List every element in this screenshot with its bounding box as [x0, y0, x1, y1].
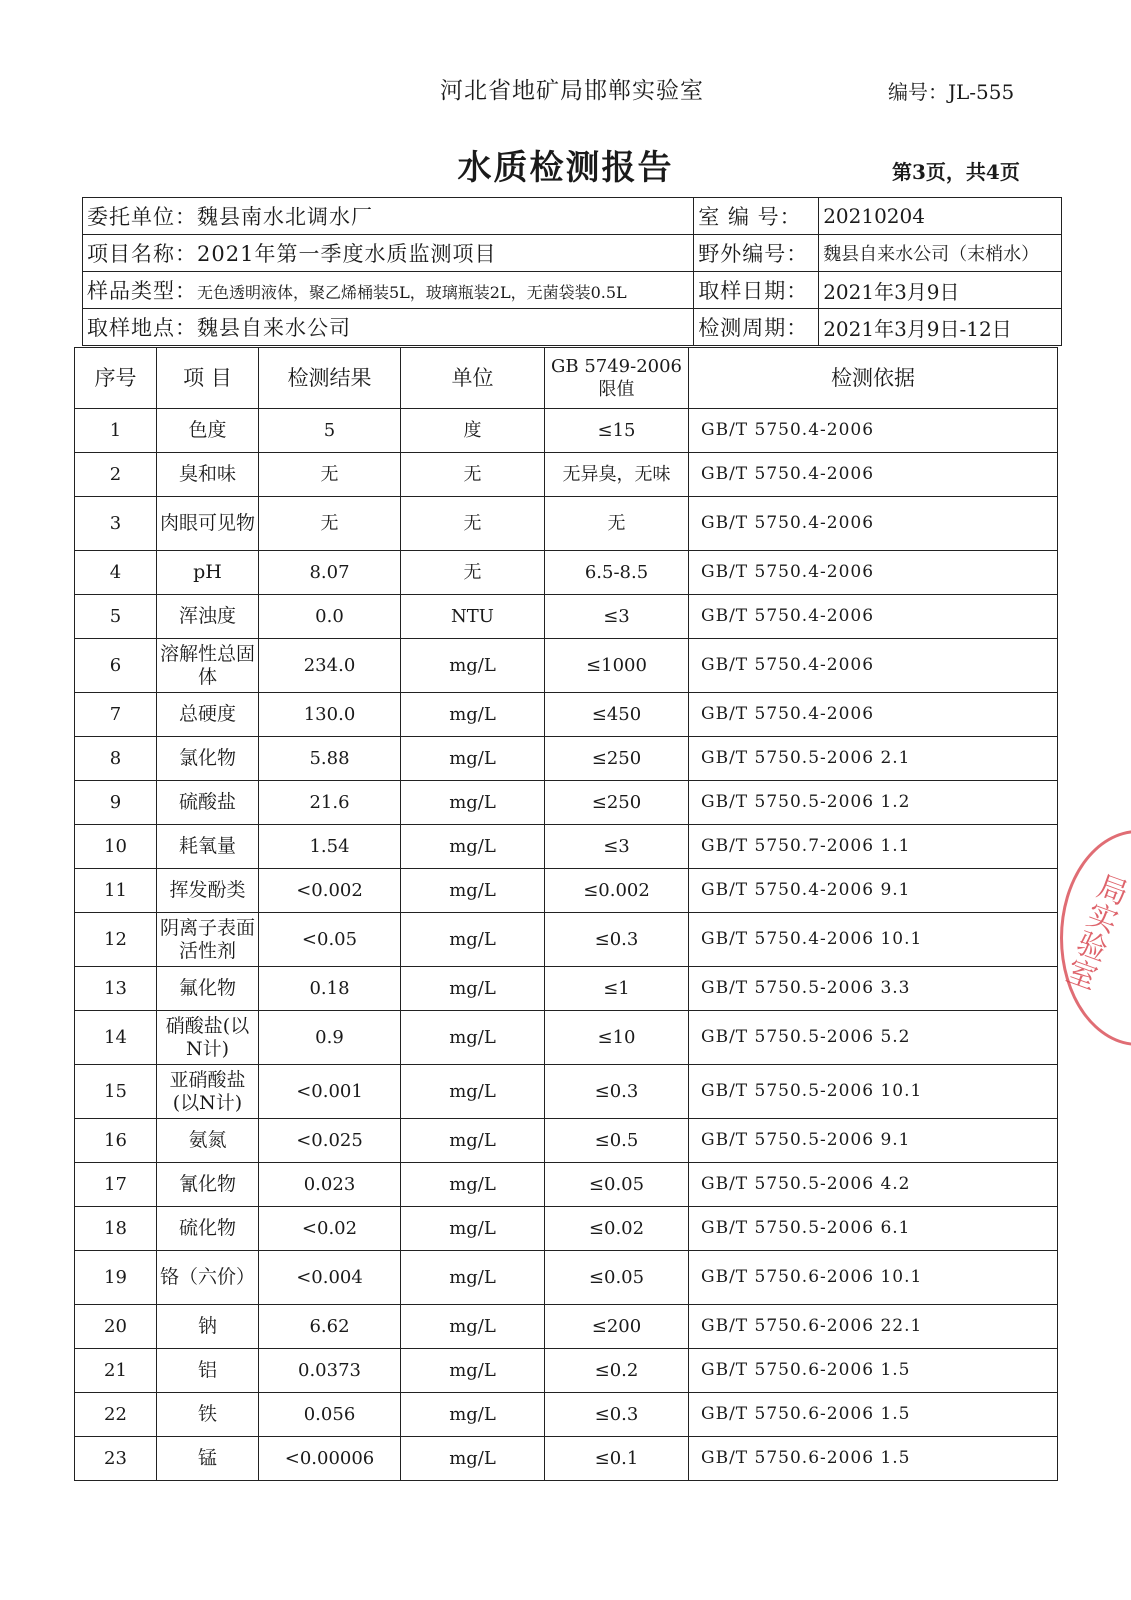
info-table [82, 197, 1062, 346]
table-row [75, 1251, 1058, 1305]
row-item: 浑浊度 [157, 595, 259, 639]
table-row [75, 825, 1058, 869]
table-row [75, 1437, 1058, 1481]
row-number: 22 [75, 1393, 157, 1437]
row-result: 21.6 [259, 781, 401, 825]
row-result: <0.025 [259, 1119, 401, 1163]
sample-type-value: 无色透明液体，聚乙烯桶装5L，玻璃瓶装2L，无菌袋装0.5L [197, 283, 627, 302]
row-limit: ≤0.05 [545, 1163, 689, 1207]
row-result: 5.88 [259, 737, 401, 781]
results-table [74, 347, 1058, 1481]
row-basis: GB/T 5750.5-2006 6.1 [689, 1207, 1058, 1251]
project-field: 项目名称：2021年第一季度水质监测项目 [83, 235, 694, 272]
row-basis: GB/T 5750.5-2006 2.1 [689, 737, 1058, 781]
row-item: 锰 [157, 1437, 259, 1481]
table-row [75, 1011, 1058, 1065]
row-item: 氰化物 [157, 1163, 259, 1207]
table-row [75, 1119, 1058, 1163]
header-limit [545, 348, 689, 409]
row-result: 234.0 [259, 639, 401, 693]
row-basis: GB/T 5750.7-2006 1.1 [689, 825, 1058, 869]
row-number: 9 [75, 781, 157, 825]
row-unit: mg/L [401, 825, 545, 869]
row-unit: mg/L [401, 737, 545, 781]
row-result: <0.004 [259, 1251, 401, 1305]
row-number: 18 [75, 1207, 157, 1251]
header-no: 序号 [75, 348, 157, 409]
row-unit: mg/L [401, 639, 545, 693]
info-row [83, 198, 1062, 235]
row-limit: ≤10 [545, 1011, 689, 1065]
row-item: 溶解性总固体 [157, 639, 259, 693]
table-row [75, 693, 1058, 737]
row-number: 12 [75, 913, 157, 967]
sample-date-value: 2021年3月9日 [819, 272, 1062, 309]
row-result: 8.07 [259, 551, 401, 595]
row-unit: 无 [401, 453, 545, 497]
row-basis: GB/T 5750.5-2006 9.1 [689, 1119, 1058, 1163]
row-limit: ≤250 [545, 781, 689, 825]
header-item: 项 目 [157, 348, 259, 409]
row-number: 4 [75, 551, 157, 595]
row-unit: mg/L [401, 967, 545, 1011]
row-item: 硝酸盐(以N计) [157, 1011, 259, 1065]
location-field: 取样地点：魏县自来水公司 [83, 309, 694, 346]
header-limit-label: 限值 [598, 379, 635, 400]
header-unit: 单位 [401, 348, 545, 409]
row-unit: 无 [401, 551, 545, 595]
row-item: pH [157, 551, 259, 595]
client-field: 委托单位：魏县南水北调水厂 [83, 198, 694, 235]
row-basis: GB/T 5750.5-2006 1.2 [689, 781, 1058, 825]
row-limit: 6.5-8.5 [545, 551, 689, 595]
header-limit-standard: GB 5749-2006 [550, 356, 683, 377]
row-item: 亚硝酸盐(以N计) [157, 1065, 259, 1119]
row-item: 臭和味 [157, 453, 259, 497]
row-result: 0.056 [259, 1393, 401, 1437]
row-result: <0.05 [259, 913, 401, 967]
row-item: 钠 [157, 1305, 259, 1349]
row-number: 5 [75, 595, 157, 639]
row-unit: mg/L [401, 781, 545, 825]
row-number: 15 [75, 1065, 157, 1119]
info-row [83, 272, 1062, 309]
row-limit: ≤0.3 [545, 1393, 689, 1437]
row-limit: ≤0.05 [545, 1251, 689, 1305]
row-unit: mg/L [401, 1207, 545, 1251]
table-row [75, 453, 1058, 497]
row-basis: GB/T 5750.5-2006 4.2 [689, 1163, 1058, 1207]
row-basis: GB/T 5750.4-2006 [689, 409, 1058, 453]
row-basis: GB/T 5750.6-2006 1.5 [689, 1393, 1058, 1437]
header-basis: 检测依据 [689, 348, 1058, 409]
official-seal-text: 局实验室 [1057, 867, 1131, 993]
row-limit: 无异臭，无味 [545, 453, 689, 497]
row-basis: GB/T 5750.5-2006 10.1 [689, 1065, 1058, 1119]
table-row [75, 551, 1058, 595]
row-unit: NTU [401, 595, 545, 639]
page-info: 第3页，共4页 [892, 160, 1020, 184]
row-unit: mg/L [401, 1065, 545, 1119]
lab-name: 河北省地矿局邯郸实验室 [440, 78, 704, 104]
row-number: 20 [75, 1305, 157, 1349]
table-row [75, 639, 1058, 693]
row-item: 硫化物 [157, 1207, 259, 1251]
table-row [75, 1065, 1058, 1119]
row-basis: GB/T 5750.6-2006 1.5 [689, 1349, 1058, 1393]
row-number: 17 [75, 1163, 157, 1207]
row-limit: ≤0.3 [545, 913, 689, 967]
row-limit: ≤0.02 [545, 1207, 689, 1251]
table-row [75, 1349, 1058, 1393]
sample-type-key: 样品类型： [87, 279, 197, 303]
field-no-value: 魏县自来水公司（末梢水） [819, 235, 1062, 272]
row-result: 130.0 [259, 693, 401, 737]
row-item: 肉眼可见物 [157, 497, 259, 551]
row-limit: ≤15 [545, 409, 689, 453]
row-limit: ≤0.3 [545, 1065, 689, 1119]
row-item: 总硬度 [157, 693, 259, 737]
row-basis: GB/T 5750.5-2006 5.2 [689, 1011, 1058, 1065]
table-row [75, 869, 1058, 913]
row-result: 0.18 [259, 967, 401, 1011]
test-period-value: 2021年3月9日-12日 [819, 309, 1062, 346]
row-unit: mg/L [401, 913, 545, 967]
row-basis: GB/T 5750.4-2006 10.1 [689, 913, 1058, 967]
row-result: 1.54 [259, 825, 401, 869]
row-unit: mg/L [401, 693, 545, 737]
row-item: 铝 [157, 1349, 259, 1393]
row-basis: GB/T 5750.4-2006 [689, 453, 1058, 497]
row-item: 色度 [157, 409, 259, 453]
row-item: 铬（六价） [157, 1251, 259, 1305]
table-header-row [75, 348, 1058, 409]
row-limit: ≤200 [545, 1305, 689, 1349]
row-number: 19 [75, 1251, 157, 1305]
row-result: <0.00006 [259, 1437, 401, 1481]
row-limit: ≤3 [545, 825, 689, 869]
row-unit: mg/L [401, 1305, 545, 1349]
table-row [75, 1207, 1058, 1251]
row-number: 11 [75, 869, 157, 913]
row-limit: ≤1000 [545, 639, 689, 693]
row-number: 8 [75, 737, 157, 781]
row-basis: GB/T 5750.6-2006 1.5 [689, 1437, 1058, 1481]
table-row [75, 967, 1058, 1011]
header-result: 检测结果 [259, 348, 401, 409]
row-basis: GB/T 5750.4-2006 9.1 [689, 869, 1058, 913]
row-item: 阴离子表面活性剂 [157, 913, 259, 967]
room-no-label: 室 编 号： [694, 198, 819, 235]
row-result: <0.001 [259, 1065, 401, 1119]
info-row [83, 309, 1062, 346]
row-basis: GB/T 5750.6-2006 10.1 [689, 1251, 1058, 1305]
row-unit: mg/L [401, 1393, 545, 1437]
row-item: 硫酸盐 [157, 781, 259, 825]
sample-date-label: 取样日期： [694, 272, 819, 309]
row-number: 21 [75, 1349, 157, 1393]
table-row [75, 595, 1058, 639]
row-item: 铁 [157, 1393, 259, 1437]
row-basis: GB/T 5750.6-2006 22.1 [689, 1305, 1058, 1349]
row-limit: ≤1 [545, 967, 689, 1011]
row-number: 1 [75, 409, 157, 453]
report-title: 水质检测报告 [457, 148, 674, 188]
row-limit: ≤0.5 [545, 1119, 689, 1163]
row-result: 0.9 [259, 1011, 401, 1065]
row-number: 13 [75, 967, 157, 1011]
row-number: 23 [75, 1437, 157, 1481]
document-number: 编号：JL-555 [888, 80, 1015, 104]
row-basis: GB/T 5750.4-2006 [689, 693, 1058, 737]
row-limit: ≤0.002 [545, 869, 689, 913]
table-row [75, 737, 1058, 781]
row-basis: GB/T 5750.4-2006 [689, 639, 1058, 693]
row-basis: GB/T 5750.4-2006 [689, 497, 1058, 551]
row-result: 6.62 [259, 1305, 401, 1349]
row-unit: mg/L [401, 1163, 545, 1207]
row-unit: mg/L [401, 1437, 545, 1481]
row-unit: mg/L [401, 1251, 545, 1305]
row-result: 0.023 [259, 1163, 401, 1207]
row-number: 10 [75, 825, 157, 869]
room-no-value: 20210204 [819, 198, 1062, 235]
row-number: 16 [75, 1119, 157, 1163]
row-result: 5 [259, 409, 401, 453]
row-limit: ≤450 [545, 693, 689, 737]
row-limit: 无 [545, 497, 689, 551]
table-row [75, 781, 1058, 825]
table-row [75, 1393, 1058, 1437]
row-unit: mg/L [401, 1349, 545, 1393]
row-unit: 度 [401, 409, 545, 453]
table-row [75, 497, 1058, 551]
row-number: 3 [75, 497, 157, 551]
row-number: 14 [75, 1011, 157, 1065]
row-unit: mg/L [401, 1119, 545, 1163]
row-basis: GB/T 5750.4-2006 [689, 551, 1058, 595]
info-row [83, 235, 1062, 272]
row-unit: mg/L [401, 1011, 545, 1065]
row-result: <0.002 [259, 869, 401, 913]
row-limit: ≤250 [545, 737, 689, 781]
row-basis: GB/T 5750.4-2006 [689, 595, 1058, 639]
row-result: <0.02 [259, 1207, 401, 1251]
table-row [75, 1163, 1058, 1207]
row-result: 0.0 [259, 595, 401, 639]
table-row [75, 1305, 1058, 1349]
row-item: 挥发酚类 [157, 869, 259, 913]
sample-type-field [83, 272, 694, 309]
row-item: 氨氮 [157, 1119, 259, 1163]
table-row [75, 409, 1058, 453]
table-row [75, 913, 1058, 967]
row-limit: ≤0.2 [545, 1349, 689, 1393]
row-result: 0.0373 [259, 1349, 401, 1393]
test-period-label: 检测周期： [694, 309, 819, 346]
row-limit: ≤0.1 [545, 1437, 689, 1481]
row-unit: mg/L [401, 869, 545, 913]
field-no-label: 野外编号： [694, 235, 819, 272]
row-item: 氟化物 [157, 967, 259, 1011]
row-number: 7 [75, 693, 157, 737]
row-limit: ≤3 [545, 595, 689, 639]
row-item: 耗氧量 [157, 825, 259, 869]
row-number: 6 [75, 639, 157, 693]
row-result: 无 [259, 453, 401, 497]
row-unit: 无 [401, 497, 545, 551]
row-number: 2 [75, 453, 157, 497]
row-item: 氯化物 [157, 737, 259, 781]
row-basis: GB/T 5750.5-2006 3.3 [689, 967, 1058, 1011]
row-result: 无 [259, 497, 401, 551]
